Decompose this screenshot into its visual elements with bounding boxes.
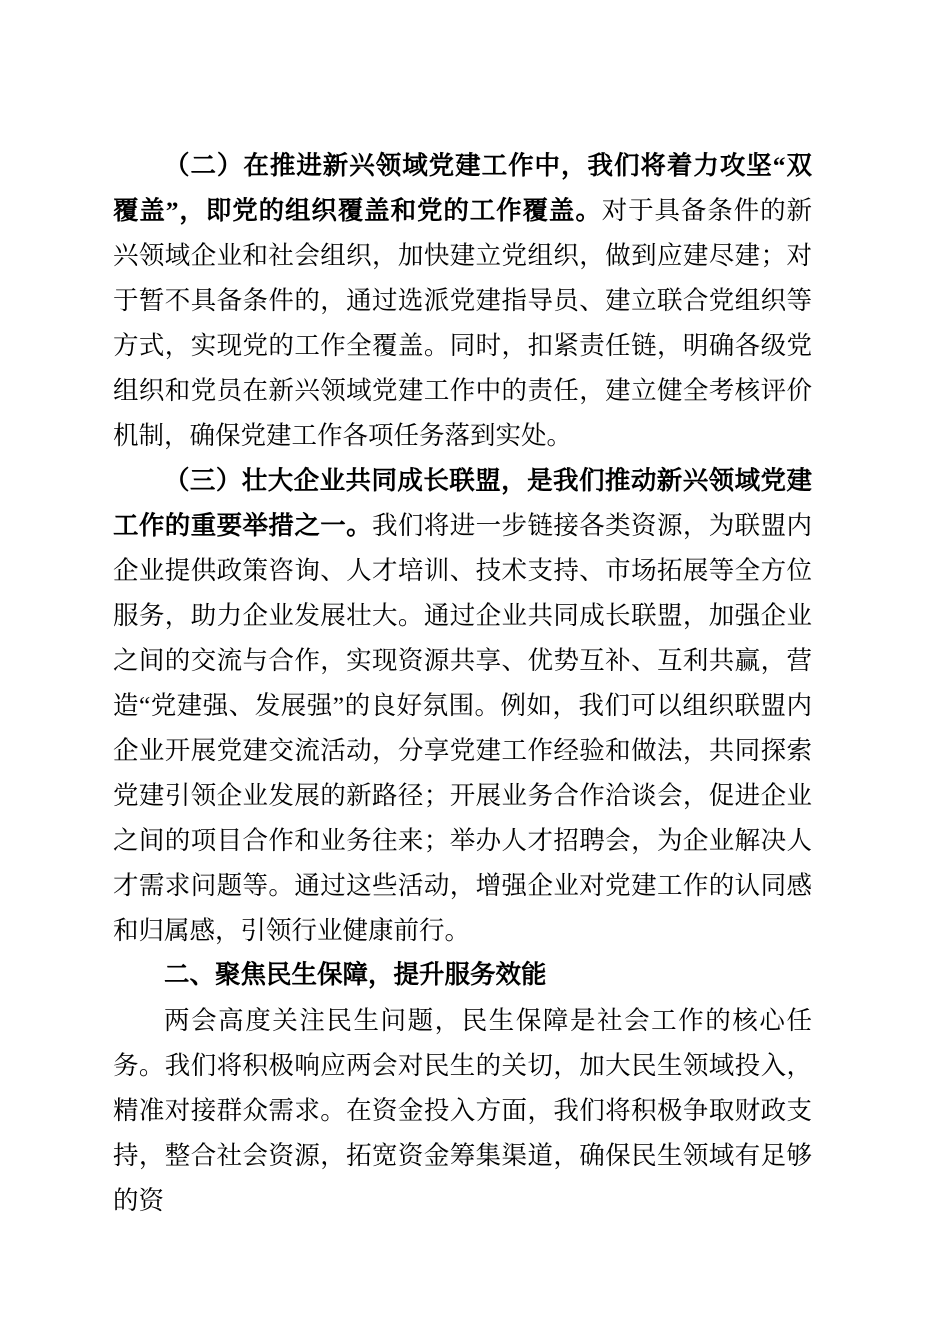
text-segment: 两会高度关注民生问题，民生保障是社会工作的核心任务。我们将积极响应两会对民生的关切，加大民生领域投入，精准对接群众需求。在资金投入方面，我们将积极争取财政支持，整合社会资源，拓宽资金筹集渠道，确保民生领域有足够的资 bbox=[113, 1006, 812, 1215]
bold-text-segment: （三）壮大企业共同成长联盟，是我们推动新兴领域党建工作的重要举措之一。 bbox=[113, 466, 812, 540]
paragraph-livelihood-intro bbox=[113, 998, 812, 1223]
heading-part-2-livelihood bbox=[113, 953, 812, 998]
bold-text-segment: 二、聚焦民生保障，提升服务效能 bbox=[164, 961, 547, 989]
text-segment: 对于具备条件的新兴领域企业和社会组织，加快建立党组织，做到应建尽建；对于暂不具备条件的，通过选派党建指导员、建立联合党组织等方式，实现党的工作全覆盖。同时，扣紧责任链，明确各级党组织和党员在新兴领域党建工作中的责任，建立健全考核评价机制，确保党建工作各项任务落到实处。 bbox=[113, 196, 812, 450]
bold-text-segment: （二）在推进新兴领域党建工作中，我们将着力攻坚“双覆盖”，即党的组织覆盖和党的工作覆盖。 bbox=[113, 151, 812, 225]
paragraph-section-2-dual-coverage bbox=[113, 143, 812, 458]
text-segment: 我们将进一步链接各类资源，为联盟内企业提供政策咨询、人才培训、技术支持、市场拓展等全方位服务，助力企业发展壮大。通过企业共同成长联盟，加强企业之间的交流与合作，实现资源共享、优势互补、互利共赢，营造“党建强、发展强”的良好氛围。例如，我们可以组织联盟内企业开展党建交流活动，分享党建工作经验和做法，共同探索党建引领企业发展的新路径；开展业务合作洽谈会，促进企业之间的项目合作和业务往来；举办人才招聘会，为企业解决人才需求问题等。通过这些活动，增强企业对党建工作的认同感和归属感，引领行业健康前行。 bbox=[113, 511, 812, 945]
document-text-block bbox=[113, 143, 812, 1223]
paragraph-section-3-growth-alliance bbox=[113, 458, 812, 953]
